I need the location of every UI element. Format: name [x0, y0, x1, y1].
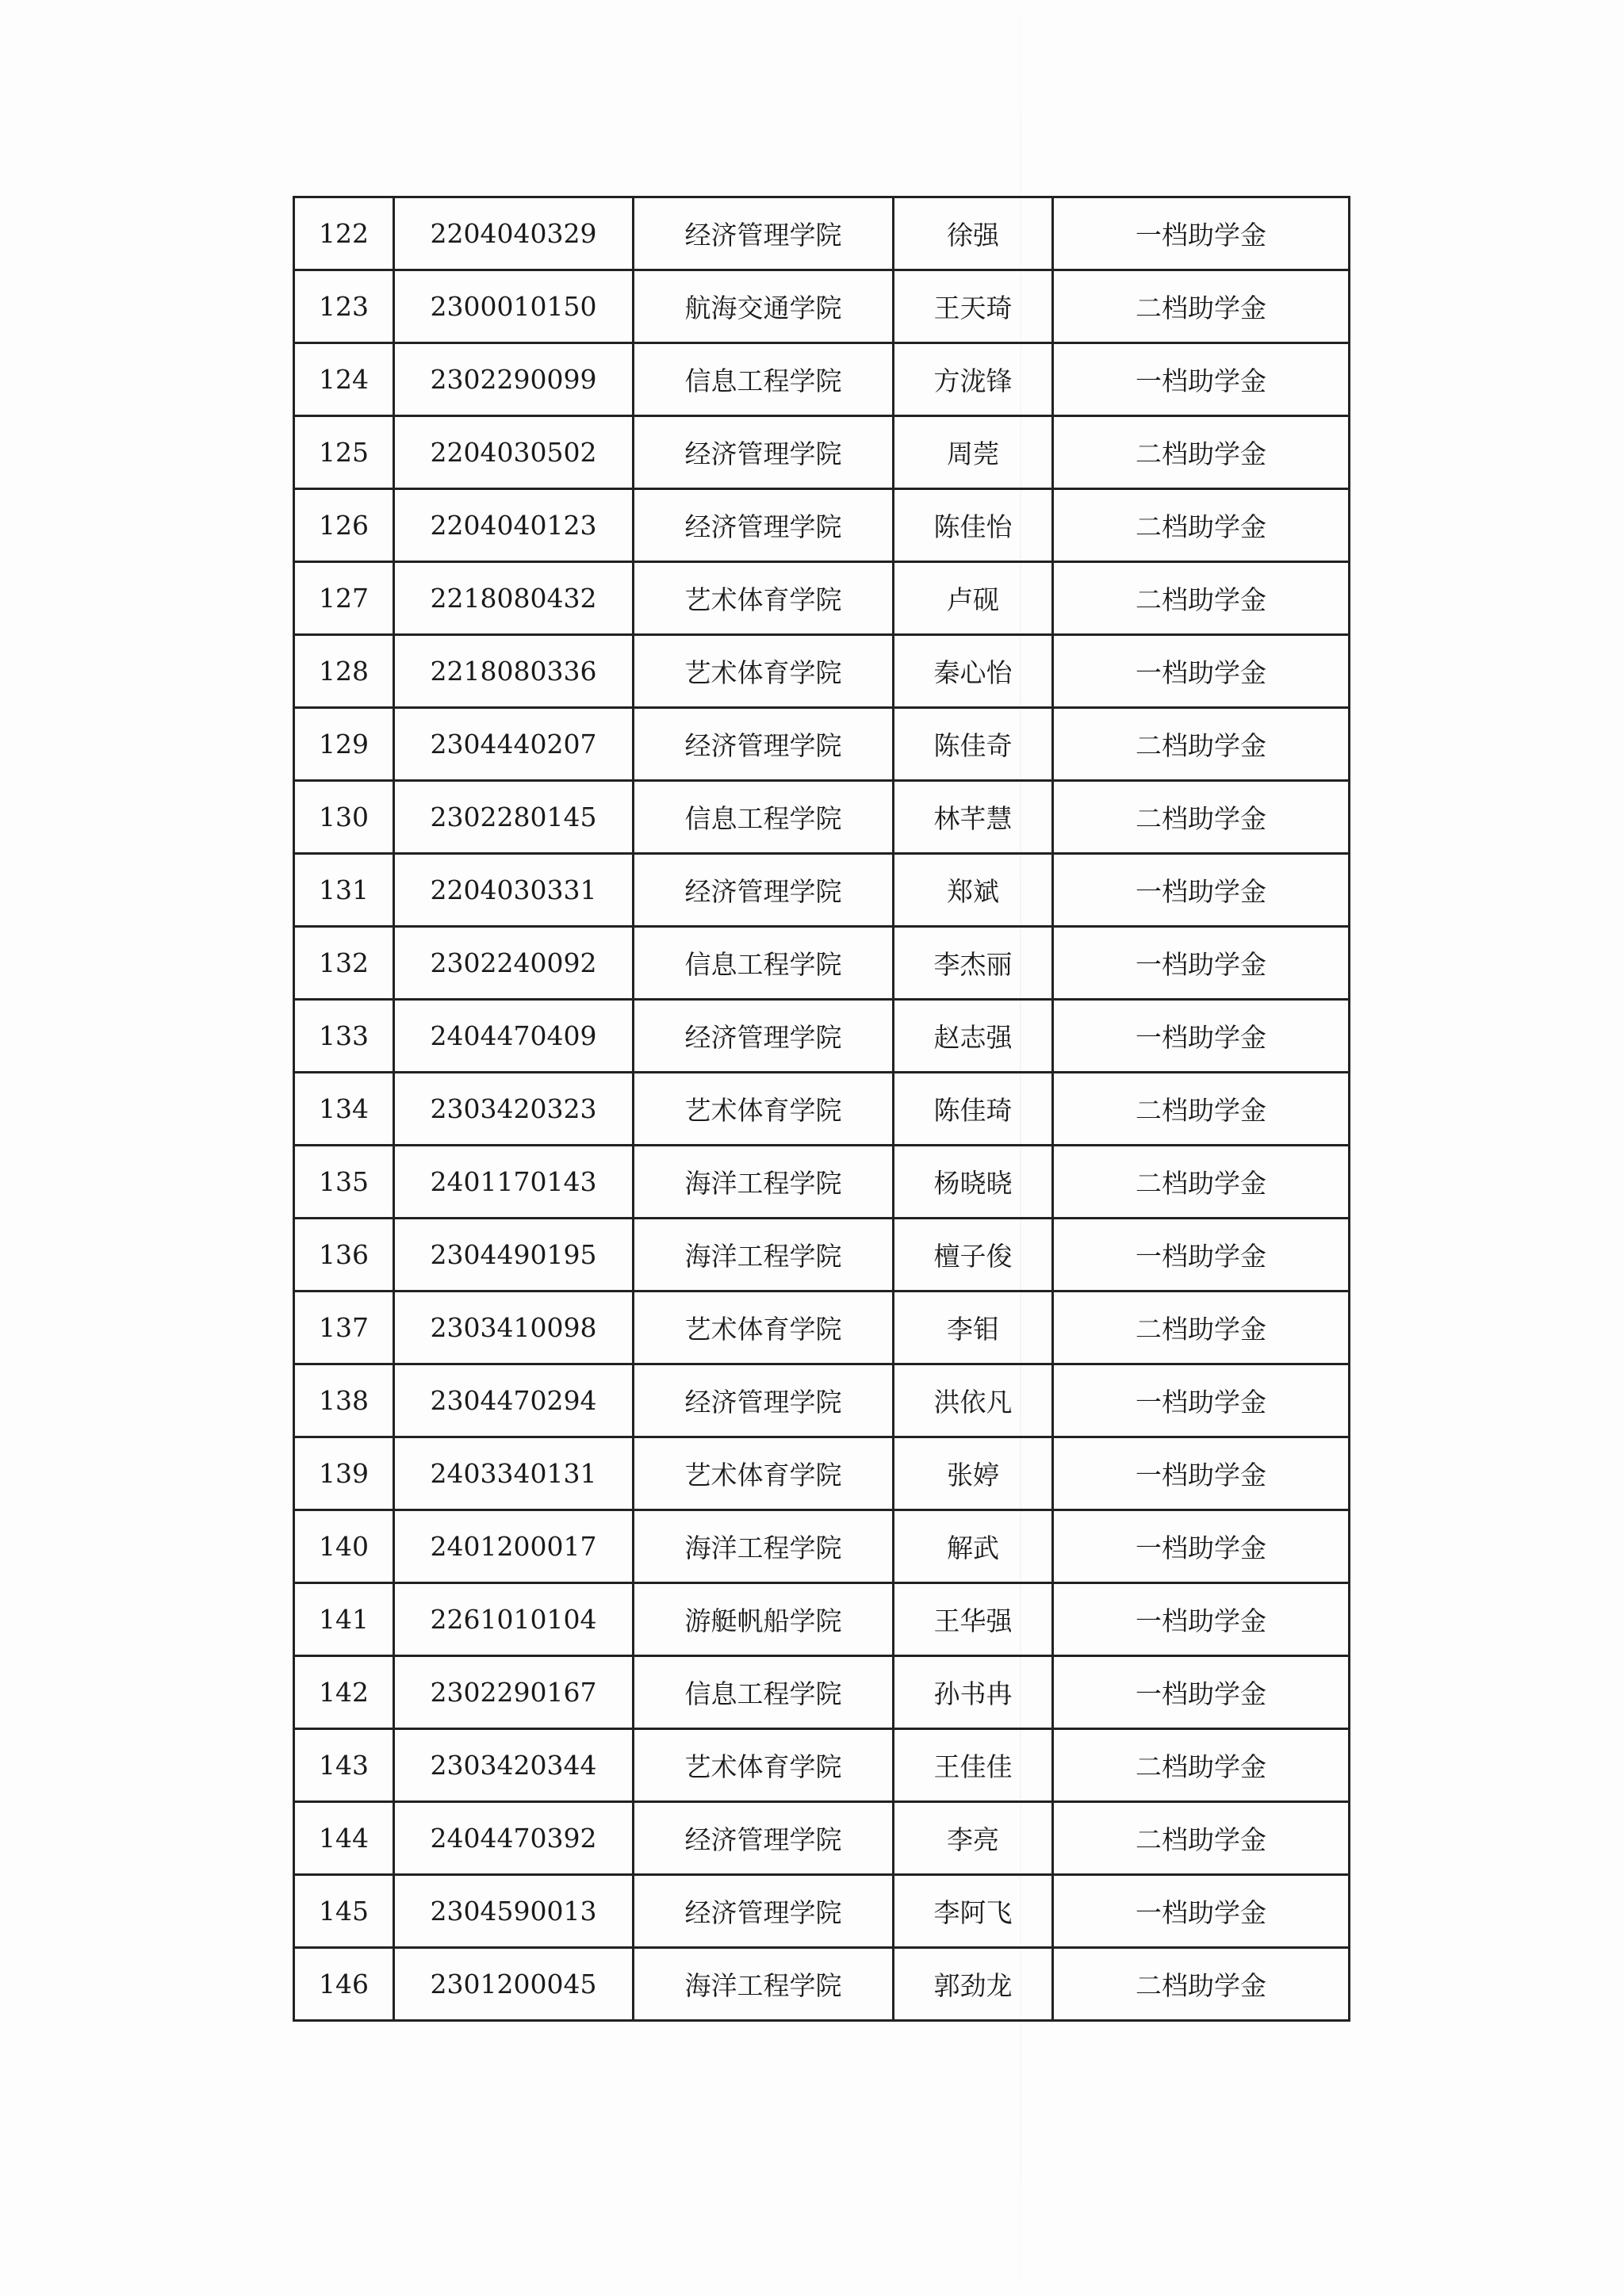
grant-level-cell: 二档助学金 [1053, 1146, 1350, 1219]
student-name-cell: 张婷 [894, 1437, 1053, 1510]
college-name-cell: 艺术体育学院 [634, 562, 894, 635]
row-number-cell: 123 [294, 270, 394, 343]
table-row [294, 927, 1350, 1000]
table-row [294, 854, 1350, 927]
table-row [294, 1146, 1350, 1219]
table-row [294, 1875, 1350, 1948]
table-row [294, 197, 1350, 270]
student-id-cell: 2303410098 [394, 1292, 634, 1364]
row-number-cell: 129 [294, 708, 394, 781]
student-name-cell: 李亮 [894, 1802, 1053, 1875]
student-name-cell: 李钼 [894, 1292, 1053, 1364]
student-id-cell: 2304490195 [394, 1219, 634, 1292]
row-number-cell: 138 [294, 1364, 394, 1437]
student-id-cell: 2304470294 [394, 1364, 634, 1437]
table-row [294, 416, 1350, 489]
table-row [294, 1802, 1350, 1875]
table-row [294, 1948, 1350, 2021]
student-id-cell: 2401170143 [394, 1146, 634, 1219]
college-name-cell: 经济管理学院 [634, 1364, 894, 1437]
grant-level-cell: 一档助学金 [1053, 854, 1350, 927]
student-id-cell: 2303420344 [394, 1729, 634, 1802]
row-number-cell: 134 [294, 1073, 394, 1146]
roster-body [294, 197, 1350, 2021]
student-id-cell: 2302290167 [394, 1656, 634, 1729]
table-row [294, 708, 1350, 781]
student-name-cell: 陈佳琦 [894, 1073, 1053, 1146]
student-id-cell: 2302240092 [394, 927, 634, 1000]
college-name-cell: 艺术体育学院 [634, 1729, 894, 1802]
row-number-cell: 144 [294, 1802, 394, 1875]
college-name-cell: 艺术体育学院 [634, 635, 894, 708]
row-number-cell: 131 [294, 854, 394, 927]
college-name-cell: 信息工程学院 [634, 927, 894, 1000]
student-name-cell: 李阿飞 [894, 1875, 1053, 1948]
grant-level-cell: 二档助学金 [1053, 708, 1350, 781]
table-row [294, 562, 1350, 635]
table-row [294, 1656, 1350, 1729]
grant-level-cell: 一档助学金 [1053, 1364, 1350, 1437]
college-name-cell: 信息工程学院 [634, 781, 894, 854]
student-name-cell: 秦心怡 [894, 635, 1053, 708]
grant-level-cell: 二档助学金 [1053, 1073, 1350, 1146]
student-name-cell: 卢砚 [894, 562, 1053, 635]
student-name-cell: 洪依凡 [894, 1364, 1053, 1437]
college-name-cell: 经济管理学院 [634, 1875, 894, 1948]
table-row [294, 1437, 1350, 1510]
student-name-cell: 王佳佳 [894, 1729, 1053, 1802]
college-name-cell: 经济管理学院 [634, 489, 894, 562]
row-number-cell: 132 [294, 927, 394, 1000]
student-id-cell: 2218080336 [394, 635, 634, 708]
grant-level-cell: 二档助学金 [1053, 1292, 1350, 1364]
table-row [294, 489, 1350, 562]
student-id-cell: 2401200017 [394, 1510, 634, 1583]
student-id-cell: 2302280145 [394, 781, 634, 854]
table-row [294, 1583, 1350, 1656]
grant-level-cell: 一档助学金 [1053, 1437, 1350, 1510]
grant-level-cell: 一档助学金 [1053, 197, 1350, 270]
table-row [294, 343, 1350, 416]
college-name-cell: 海洋工程学院 [634, 1948, 894, 2021]
student-id-cell: 2204030502 [394, 416, 634, 489]
college-name-cell: 信息工程学院 [634, 343, 894, 416]
student-name-cell: 周莞 [894, 416, 1053, 489]
student-id-cell: 2303420323 [394, 1073, 634, 1146]
student-id-cell: 2304590013 [394, 1875, 634, 1948]
student-name-cell: 檀子俊 [894, 1219, 1053, 1292]
student-id-cell: 2204040123 [394, 489, 634, 562]
grant-level-cell: 二档助学金 [1053, 416, 1350, 489]
college-name-cell: 经济管理学院 [634, 708, 894, 781]
college-name-cell: 艺术体育学院 [634, 1073, 894, 1146]
row-number-cell: 146 [294, 1948, 394, 2021]
student-id-cell: 2304440207 [394, 708, 634, 781]
grant-level-cell: 二档助学金 [1053, 562, 1350, 635]
table-row [294, 1364, 1350, 1437]
student-name-cell: 赵志强 [894, 1000, 1053, 1073]
student-name-cell: 杨晓晓 [894, 1146, 1053, 1219]
college-name-cell: 航海交通学院 [634, 270, 894, 343]
table-row [294, 1292, 1350, 1364]
row-number-cell: 125 [294, 416, 394, 489]
table-row [294, 1729, 1350, 1802]
student-id-cell: 2404470409 [394, 1000, 634, 1073]
row-number-cell: 137 [294, 1292, 394, 1364]
grant-level-cell: 一档助学金 [1053, 1510, 1350, 1583]
student-name-cell: 陈佳怡 [894, 489, 1053, 562]
student-id-cell: 2261010104 [394, 1583, 634, 1656]
row-number-cell: 136 [294, 1219, 394, 1292]
college-name-cell: 信息工程学院 [634, 1656, 894, 1729]
grant-level-cell: 一档助学金 [1053, 635, 1350, 708]
college-name-cell: 海洋工程学院 [634, 1219, 894, 1292]
college-name-cell: 经济管理学院 [634, 197, 894, 270]
college-name-cell: 经济管理学院 [634, 416, 894, 489]
student-name-cell: 王华强 [894, 1583, 1053, 1656]
student-name-cell: 林芊慧 [894, 781, 1053, 854]
student-name-cell: 方泷锋 [894, 343, 1053, 416]
row-number-cell: 122 [294, 197, 394, 270]
scholarship-roster-table [293, 196, 1350, 2022]
grant-level-cell: 二档助学金 [1053, 781, 1350, 854]
college-name-cell: 经济管理学院 [634, 1000, 894, 1073]
row-number-cell: 143 [294, 1729, 394, 1802]
grant-level-cell: 一档助学金 [1053, 1219, 1350, 1292]
college-name-cell: 海洋工程学院 [634, 1146, 894, 1219]
grant-level-cell: 二档助学金 [1053, 1729, 1350, 1802]
row-number-cell: 124 [294, 343, 394, 416]
row-number-cell: 127 [294, 562, 394, 635]
college-name-cell: 海洋工程学院 [634, 1510, 894, 1583]
college-name-cell: 艺术体育学院 [634, 1292, 894, 1364]
table-row [294, 1073, 1350, 1146]
student-id-cell: 2301200045 [394, 1948, 634, 2021]
row-number-cell: 145 [294, 1875, 394, 1948]
grant-level-cell: 二档助学金 [1053, 489, 1350, 562]
student-name-cell: 陈佳奇 [894, 708, 1053, 781]
grant-level-cell: 一档助学金 [1053, 1583, 1350, 1656]
table-row [294, 1510, 1350, 1583]
table-row [294, 1000, 1350, 1073]
student-id-cell: 2204040329 [394, 197, 634, 270]
table-row [294, 270, 1350, 343]
table-row [294, 781, 1350, 854]
student-name-cell: 王天琦 [894, 270, 1053, 343]
row-number-cell: 141 [294, 1583, 394, 1656]
grant-level-cell: 一档助学金 [1053, 1000, 1350, 1073]
grant-level-cell: 一档助学金 [1053, 927, 1350, 1000]
grant-level-cell: 二档助学金 [1053, 1948, 1350, 2021]
student-name-cell: 解武 [894, 1510, 1053, 1583]
row-number-cell: 128 [294, 635, 394, 708]
college-name-cell: 艺术体育学院 [634, 1437, 894, 1510]
college-name-cell: 经济管理学院 [634, 854, 894, 927]
student-name-cell: 郑斌 [894, 854, 1053, 927]
row-number-cell: 135 [294, 1146, 394, 1219]
student-id-cell: 2218080432 [394, 562, 634, 635]
student-id-cell: 2404470392 [394, 1802, 634, 1875]
student-id-cell: 2300010150 [394, 270, 634, 343]
row-number-cell: 126 [294, 489, 394, 562]
grant-level-cell: 二档助学金 [1053, 1802, 1350, 1875]
student-name-cell: 李杰丽 [894, 927, 1053, 1000]
table-row [294, 635, 1350, 708]
row-number-cell: 139 [294, 1437, 394, 1510]
row-number-cell: 133 [294, 1000, 394, 1073]
row-number-cell: 140 [294, 1510, 394, 1583]
grant-level-cell: 一档助学金 [1053, 343, 1350, 416]
row-number-cell: 130 [294, 781, 394, 854]
grant-level-cell: 一档助学金 [1053, 1875, 1350, 1948]
student-id-cell: 2204030331 [394, 854, 634, 927]
student-name-cell: 郭劲龙 [894, 1948, 1053, 2021]
college-name-cell: 经济管理学院 [634, 1802, 894, 1875]
student-id-cell: 2403340131 [394, 1437, 634, 1510]
student-name-cell: 徐强 [894, 197, 1053, 270]
row-number-cell: 142 [294, 1656, 394, 1729]
student-id-cell: 2302290099 [394, 343, 634, 416]
grant-level-cell: 二档助学金 [1053, 270, 1350, 343]
student-name-cell: 孙书冉 [894, 1656, 1053, 1729]
college-name-cell: 游艇帆船学院 [634, 1583, 894, 1656]
table-row [294, 1219, 1350, 1292]
grant-level-cell: 一档助学金 [1053, 1656, 1350, 1729]
